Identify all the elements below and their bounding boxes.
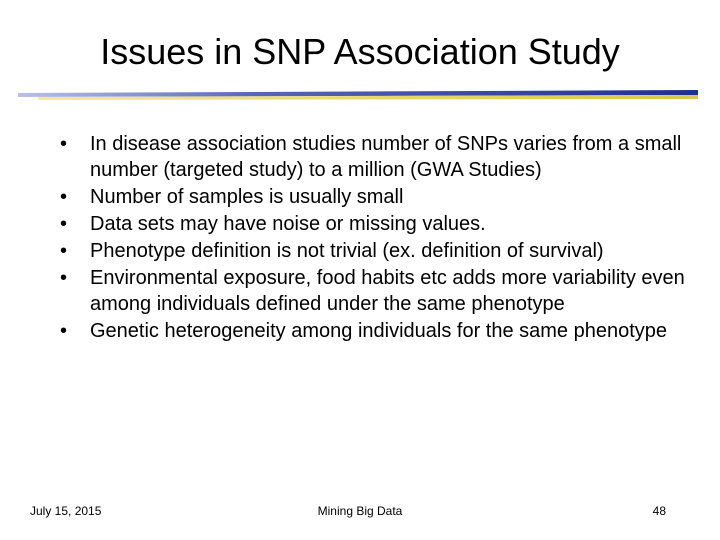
bullet-text: Phenotype definition is not trivial (ex. definition of survival) [90, 240, 604, 262]
bullet-dot: • [60, 267, 68, 289]
page-number: 48 [652, 504, 666, 518]
footer-date: July 15, 2015 [30, 504, 102, 518]
bullet-list [60, 131, 685, 345]
bullet-item [60, 265, 685, 317]
bullet-text: In disease association studies number of SNPs varies from a small number (targeted study) to a million (GWA Studies) [90, 133, 682, 181]
slide-title: Issues in SNP Association Study [100, 31, 620, 72]
bullet-text: Environmental exposure, food habits etc adds more variability even among individuals defined under the same phenotype [90, 267, 685, 315]
bullet-item [60, 211, 685, 237]
bullet-dot: • [60, 133, 68, 155]
title-underline-decoration [18, 88, 698, 102]
bullet-text: Number of samples is usually small [90, 186, 404, 208]
bullet-dot: • [60, 213, 68, 235]
bullet-dot: • [60, 240, 68, 262]
bullet-text: Data sets may have noise or missing values. [90, 213, 486, 235]
bullet-item [60, 184, 685, 210]
bullet-item [60, 131, 685, 183]
bullet-text: Genetic heterogeneity among individuals for the same phenotype [90, 320, 668, 342]
bullet-item [60, 318, 685, 344]
bullet-dot: • [60, 320, 68, 342]
footer-title: Mining Big Data [317, 504, 403, 518]
bullet-dot: • [60, 186, 68, 208]
bullet-item [60, 238, 685, 264]
